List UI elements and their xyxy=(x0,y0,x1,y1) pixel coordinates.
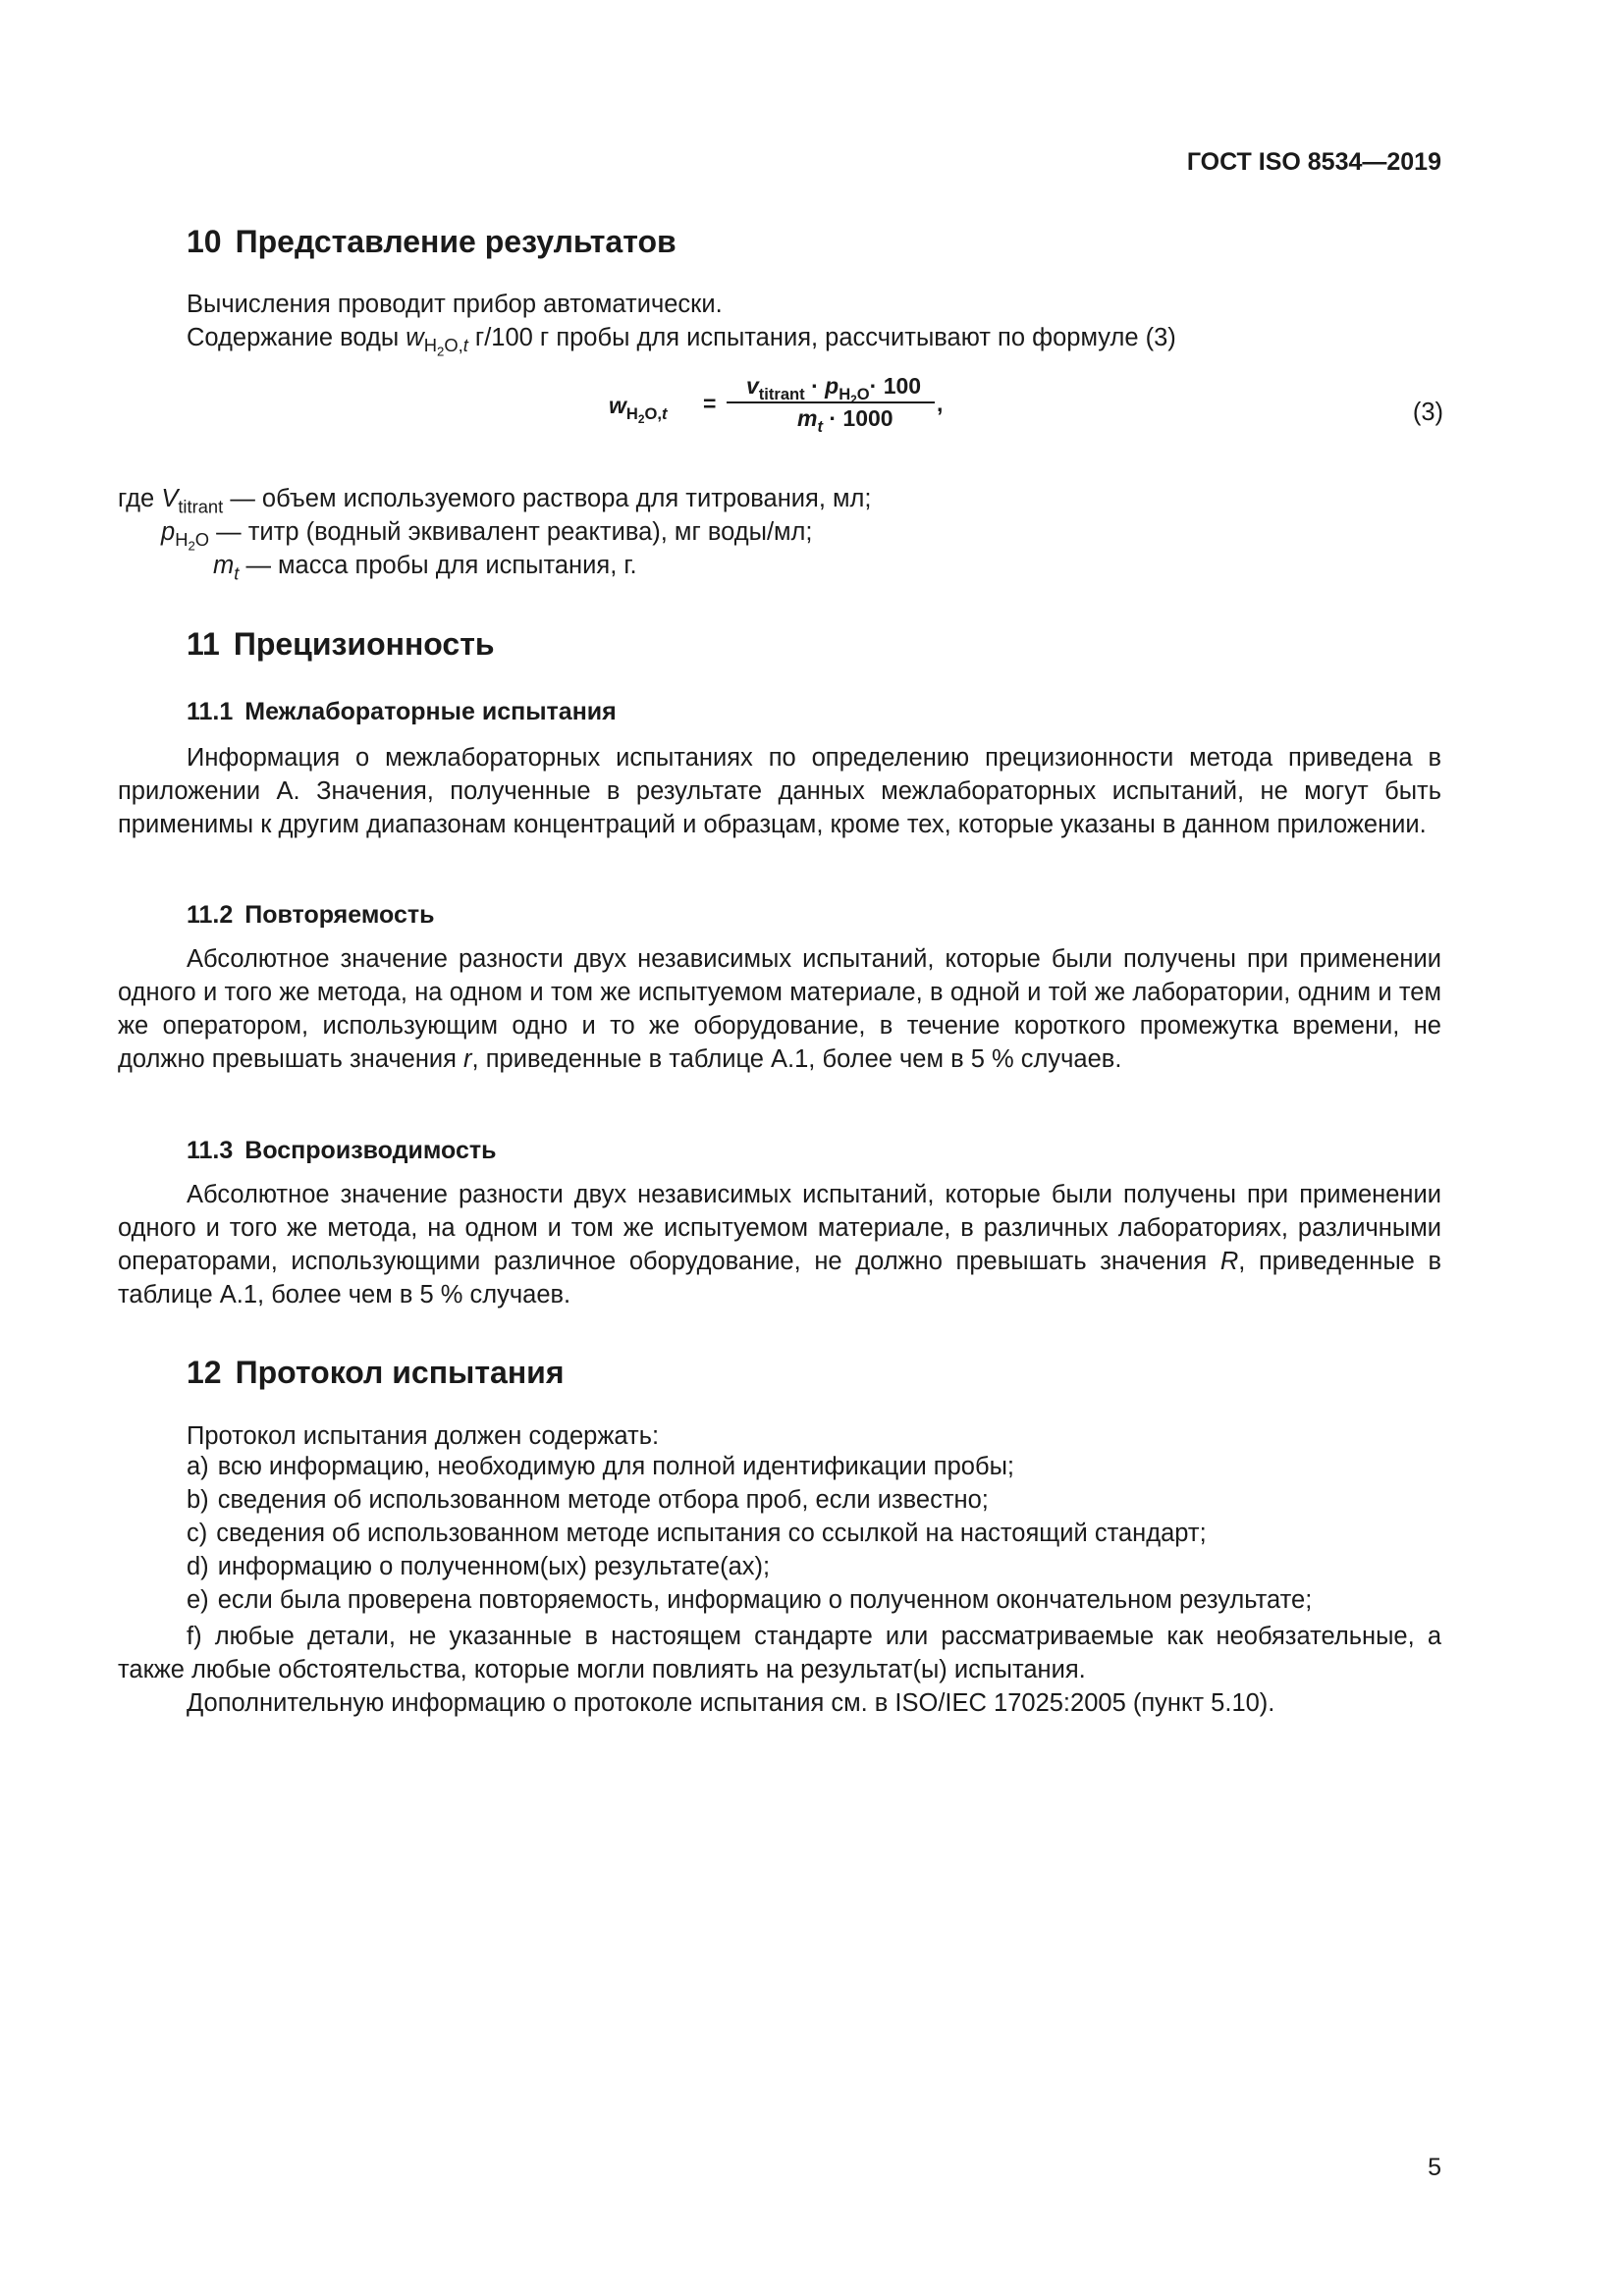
text-run: Содержание воды xyxy=(187,324,406,351)
section-number: 12 xyxy=(187,1355,222,1390)
legend-text: — масса пробы для испытания, г. xyxy=(239,552,637,579)
legend-text: — объем используемого раствора для титрования, мл; xyxy=(223,485,872,512)
math-sub: titrant xyxy=(178,496,224,517)
math-symbol: R xyxy=(1219,1248,1239,1275)
math-sub: titrant xyxy=(758,384,805,403)
math-sub: O xyxy=(194,529,210,551)
formula-lhs xyxy=(609,393,668,426)
subsection-11-2-heading xyxy=(187,901,434,930)
section-12-outro: Дополнительную информацию о протоколе испытания см. в ISO/IEC 17025:2005 (пункт 5.10). xyxy=(187,1689,1275,1717)
math-sub: t xyxy=(661,403,668,423)
math-symbol: p xyxy=(825,373,839,399)
legend-item xyxy=(213,552,637,584)
section-number: 11 xyxy=(187,626,220,662)
subsection-title: Воспроизводимость xyxy=(244,1137,497,1164)
math-sub: H xyxy=(423,335,437,356)
text-run: , приведенные в таблице А.1, более чем в 5 % случаев. xyxy=(118,1248,1442,1308)
math-sub: t xyxy=(817,416,823,436)
document-code-header: ГОСТ ISO 8534—2019 xyxy=(1186,148,1441,176)
subsection-11-1-heading xyxy=(187,698,617,726)
math-sub: 2 xyxy=(637,411,645,426)
math-symbol: w xyxy=(609,393,626,418)
legend-prefix: где xyxy=(118,485,162,512)
section-title: Представление результатов xyxy=(235,224,677,259)
list-item xyxy=(187,1586,1312,1615)
list-item-f xyxy=(118,1620,1441,1686)
math-sub: 2 xyxy=(850,392,857,406)
math-symbol: m xyxy=(797,405,818,431)
formula-denominator xyxy=(727,405,935,436)
legend-text: — титр (водный эквивалент реактива), мг воды/мл; xyxy=(209,518,813,546)
section-11-heading xyxy=(187,626,495,663)
legend-item xyxy=(118,485,872,517)
section-title: Прецизионность xyxy=(233,626,495,662)
math-sub: O, xyxy=(444,335,463,356)
text-run: г/100 г пробы для испытания, рассчитывают по формуле (3) xyxy=(467,324,1176,351)
section-12-heading xyxy=(187,1355,565,1391)
list-text: если была проверена повторяемость, информацию о полученном окончательном результате; xyxy=(217,1586,1313,1614)
math-sub: t xyxy=(462,335,468,356)
formula-fraction xyxy=(727,373,935,436)
math-sub: t xyxy=(234,562,240,584)
formula-number: (3) xyxy=(1412,399,1443,426)
list-marker: f) xyxy=(187,1623,202,1650)
page-number: 5 xyxy=(1428,2154,1441,2181)
formula-equals: = xyxy=(703,391,717,416)
subsection-number: 11.3 xyxy=(187,1137,234,1164)
math-sub: 2 xyxy=(436,345,445,360)
list-item xyxy=(187,1453,1014,1481)
list-marker: d) xyxy=(187,1553,209,1580)
math-symbol: w xyxy=(406,324,424,351)
section-title: Протокол испытания xyxy=(235,1355,565,1390)
list-item xyxy=(187,1553,770,1581)
subsection-number: 11.1 xyxy=(187,698,234,725)
list-text: всю информацию, необходимую для полной идентификации пробы; xyxy=(217,1453,1014,1480)
text-run: , приведенные в таблице А.1, более чем в 5 % случаев. xyxy=(471,1045,1122,1073)
section-10-heading xyxy=(187,224,677,260)
subsection-number: 11.2 xyxy=(187,901,234,929)
formula-3 xyxy=(609,373,1443,442)
math-sub: 2 xyxy=(188,539,195,555)
text-run: Абсолютное значение разности двух независимых испытаний, которые были получены при применении одного и того же метода, на одном и том же испытуемом материале, в одной и той же лаборатории, одним и тем же оператором, использующим одно и то же оборудование, в течение короткого промежутка времени, не должно превышать значения xyxy=(118,945,1441,1073)
subsection-title: Повторяемость xyxy=(244,901,435,929)
math-symbol: r xyxy=(463,1045,472,1073)
subsection-title: Межлабораторные испытания xyxy=(244,698,617,725)
math-sub: H xyxy=(625,403,638,423)
paragraph-11-2 xyxy=(118,942,1441,1076)
section-12-intro: Протокол испытания должен содержать: xyxy=(187,1422,660,1450)
list-marker: a) xyxy=(187,1453,209,1480)
subsection-11-3-heading xyxy=(187,1137,496,1165)
math-sub: H xyxy=(839,384,851,403)
list-marker: b) xyxy=(187,1486,209,1514)
list-marker: e) xyxy=(187,1586,209,1614)
paragraph-11-1: Информация о межлабораторных испытаниях по определению прецизионности метода приведена в приложении А. Значения, полученные в результате данных межлабораторных испытаний, не могут быть применимы к другим диапазонам концентраций и образцам, кроме тех, которые указаны в данном приложении. xyxy=(118,744,1441,838)
math-sub: O, xyxy=(644,403,662,423)
math-symbol: V xyxy=(161,485,179,512)
list-text: любые детали, не указанные в настоящем стандарте или рассматриваемые как необязательные, а также любые обстоятельства, которые могли повлиять на результат(ы) испытания. xyxy=(118,1623,1442,1683)
section-10-line-2 xyxy=(187,321,1176,360)
section-10-line-1: Вычисления проводит прибор автоматически. xyxy=(187,291,723,318)
list-item xyxy=(187,1486,989,1515)
list-text: сведения об использованном методе отбора проб, если известно; xyxy=(217,1486,989,1514)
math-sub: H xyxy=(175,529,189,551)
math-sub: O xyxy=(856,384,870,403)
math-symbol: v xyxy=(746,373,759,399)
legend-item xyxy=(161,518,813,555)
list-text: сведения об использованном методе испытания со ссылкой на настоящий стандарт; xyxy=(216,1520,1207,1547)
math-symbol: m xyxy=(213,552,235,579)
list-item xyxy=(187,1520,1207,1548)
paragraph-11-3 xyxy=(118,1178,1441,1311)
section-number: 10 xyxy=(187,224,222,259)
fraction-bar xyxy=(727,401,935,403)
text-run: Абсолютное значение разности двух независимых испытаний, которые были получены при применении одного и того же метода, на одном и том же испытуемом материале, в различных лабораториях, различными операторами, использующими различное оборудование, не должно превышать значения xyxy=(118,1181,1441,1275)
list-marker: c) xyxy=(187,1520,208,1547)
formula-comma: , xyxy=(937,391,944,416)
math-op: · xyxy=(804,373,826,399)
math-symbol: p xyxy=(161,518,176,546)
math-op: · 100 xyxy=(869,373,922,399)
math-op: · 1000 xyxy=(822,405,893,431)
list-text: информацию о полученном(ых) результате(ах); xyxy=(217,1553,771,1580)
formula-numerator xyxy=(727,373,935,406)
